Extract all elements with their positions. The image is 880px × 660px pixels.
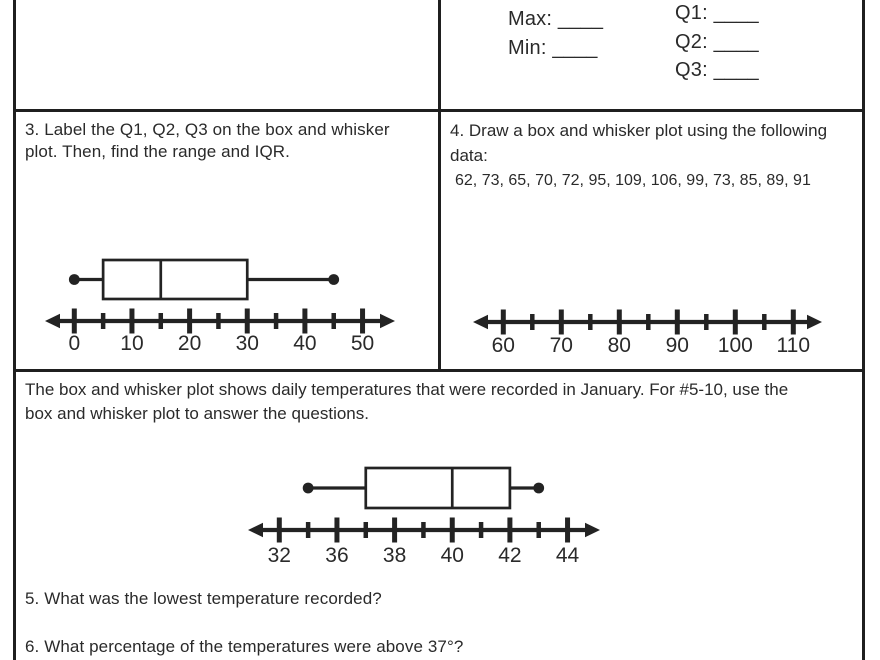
question4-line2: data: (450, 146, 488, 165)
svg-text:38: 38 (382, 544, 407, 567)
svg-text:20: 20 (177, 332, 202, 355)
q1-blank: Q1: ____ (675, 2, 759, 24)
question5-text: 5. What was the lowest temperature recorded? (25, 589, 382, 608)
q4-empty-number-line-figure (455, 285, 835, 363)
svg-text:44: 44 (555, 544, 580, 567)
svg-text:90: 90 (665, 334, 689, 357)
q3-blank: Q3: ____ (675, 59, 759, 81)
svg-text:60: 60 (491, 334, 515, 357)
table-border-right (862, 0, 865, 660)
question4-text (450, 118, 860, 193)
min-blank: Min: ____ (508, 37, 598, 59)
svg-text:40: 40 (293, 332, 317, 355)
svg-text:32: 32 (267, 544, 291, 567)
svg-text:100: 100 (717, 334, 753, 357)
section-intro (25, 378, 860, 426)
table-border-row2-row3 (13, 369, 865, 372)
intro-line1: The box and whisker plot shows daily temperatures that were recorded in January. For #5-10, use the (25, 380, 789, 399)
question4-line1: 4. Draw a box and whisker plot using the following (450, 121, 828, 140)
q2-blank: Q2: ____ (675, 30, 759, 53)
max-blank: Max: ____ (508, 8, 604, 30)
table-divider-vertical (438, 0, 441, 372)
table-border-row1-row2 (13, 109, 865, 112)
question3-line1: 3. Label the Q1, Q2, Q3 on the box and whisker (25, 120, 390, 139)
svg-text:110: 110 (776, 334, 811, 357)
temperature-box-plot-figure (240, 455, 615, 573)
intro-line2: box and whisker plot to answer the questions. (25, 404, 369, 423)
svg-text:80: 80 (607, 334, 631, 357)
q3-box-plot-figure (35, 250, 405, 362)
question3-line2: plot. Then, find the range and IQR. (25, 141, 290, 161)
stats-column-max-min (508, 5, 603, 63)
table-border-left (13, 0, 16, 660)
question6-text: 6. What percentage of the temperatures were above 37°? (25, 637, 464, 656)
question4-data-values: 62, 73, 65, 70, 72, 95, 109, 106, 99, 73, 85, 89, 91 (455, 172, 811, 189)
svg-text:0: 0 (68, 332, 81, 355)
question3-text (25, 119, 430, 162)
svg-text:30: 30 (235, 332, 259, 355)
svg-text:40: 40 (440, 544, 464, 567)
stats-column-quartiles (675, 0, 759, 85)
svg-text:50: 50 (350, 332, 375, 355)
svg-text:42: 42 (498, 544, 522, 567)
svg-text:70: 70 (549, 334, 573, 357)
svg-text:10: 10 (120, 332, 144, 355)
svg-text:36: 36 (325, 544, 349, 567)
